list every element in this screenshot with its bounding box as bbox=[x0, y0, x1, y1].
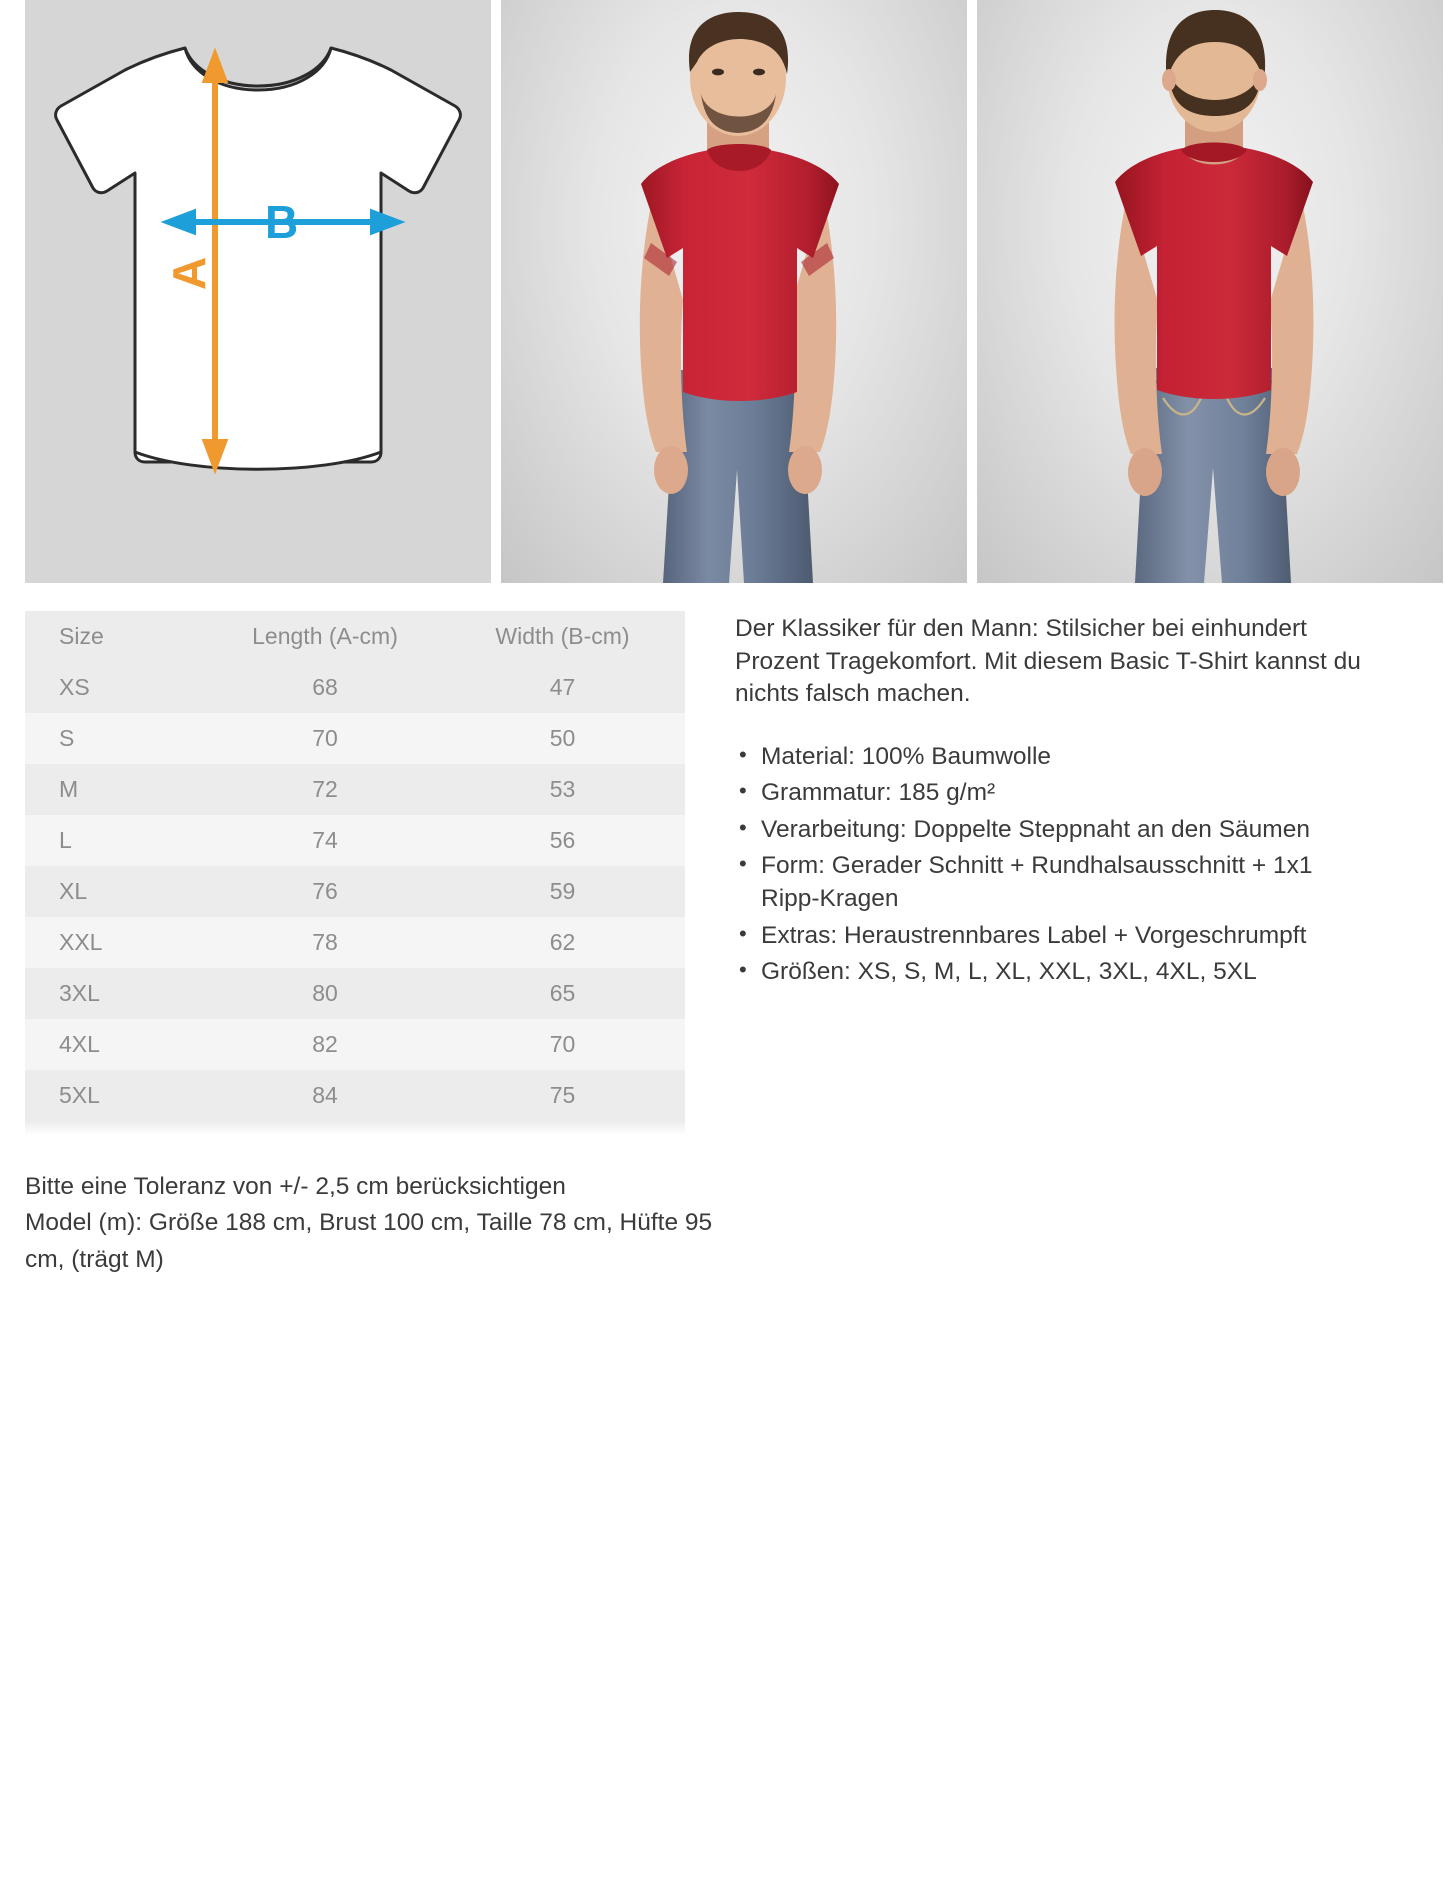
table-row bbox=[25, 1070, 685, 1121]
cell-width: 56 bbox=[440, 815, 685, 866]
diagram-label-a: A bbox=[163, 256, 215, 290]
cell-length: 84 bbox=[210, 1070, 440, 1121]
cell-size: XS bbox=[25, 662, 210, 713]
cell-length: 72 bbox=[210, 764, 440, 815]
cell-width: 75 bbox=[440, 1070, 685, 1121]
cell-size: 5XL bbox=[25, 1070, 210, 1121]
table-row bbox=[25, 968, 685, 1019]
product-image-strip bbox=[0, 0, 1445, 583]
cell-width: 53 bbox=[440, 764, 685, 815]
list-item: • Extras: Heraustrennbares Label + Vorgeschrumpft bbox=[735, 920, 1375, 953]
cell-width: 47 bbox=[440, 662, 685, 713]
size-chart-table bbox=[25, 611, 685, 1121]
cell-length: 70 bbox=[210, 713, 440, 764]
list-item: • Form: Gerader Schnitt + Rundhalsausschnitt + 1x1 Ripp-Kragen bbox=[735, 850, 1375, 915]
list-item: • Größen: XS, S, M, L, XL, XXL, 3XL, 4XL, 5XL bbox=[735, 956, 1375, 989]
cell-width: 65 bbox=[440, 968, 685, 1019]
model-values: Größe 188 cm, Brust 100 cm, Taille 78 cm, Hüfte 95 cm, (trägt M) bbox=[25, 1209, 713, 1273]
table-row bbox=[25, 764, 685, 815]
list-item: • Grammatur: 185 g/m² bbox=[735, 777, 1375, 810]
cell-length: 68 bbox=[210, 662, 440, 713]
cell-size: L bbox=[25, 815, 210, 866]
table-bottom-fade bbox=[25, 1121, 685, 1135]
model-label: Model (m): bbox=[25, 1209, 143, 1237]
feature-list bbox=[735, 741, 1375, 989]
tshirt-measure-diagram-icon bbox=[25, 0, 491, 583]
size-table-header-row bbox=[25, 611, 685, 662]
table-row bbox=[25, 815, 685, 866]
cell-length: 82 bbox=[210, 1019, 440, 1070]
table-row bbox=[25, 662, 685, 713]
table-row bbox=[25, 917, 685, 968]
size-table-header-size: Size bbox=[25, 611, 210, 662]
cell-length: 76 bbox=[210, 866, 440, 917]
cell-width: 62 bbox=[440, 917, 685, 968]
cell-size: M bbox=[25, 764, 210, 815]
cell-size: S bbox=[25, 713, 210, 764]
model-back-photo bbox=[977, 0, 1443, 583]
size-table-header-length: Length (A-cm) bbox=[210, 611, 440, 662]
details-section bbox=[0, 583, 1445, 1135]
cell-size: 3XL bbox=[25, 968, 210, 1019]
cell-size: XXL bbox=[25, 917, 210, 968]
table-row bbox=[25, 1019, 685, 1070]
cell-length: 74 bbox=[210, 815, 440, 866]
list-item: • Material: 100% Baumwolle bbox=[735, 741, 1375, 774]
measurement-diagram-card bbox=[25, 0, 491, 583]
diagram-label-b: B bbox=[265, 196, 299, 248]
cell-size: 4XL bbox=[25, 1019, 210, 1070]
footnote-block bbox=[0, 1135, 760, 1278]
table-row bbox=[25, 866, 685, 917]
cell-length: 78 bbox=[210, 917, 440, 968]
cell-size: XL bbox=[25, 866, 210, 917]
description-intro: Der Klassiker für den Mann: Stilsicher bei einhundert Prozent Tragekomfort. Mit diesem Basic T-Shirt kannst du nichts falsch machen. bbox=[735, 615, 1361, 708]
cell-width: 59 bbox=[440, 866, 685, 917]
cell-length: 80 bbox=[210, 968, 440, 1019]
cell-width: 50 bbox=[440, 713, 685, 764]
table-row bbox=[25, 713, 685, 764]
size-table-wrapper bbox=[25, 611, 685, 1135]
list-item: • Verarbeitung: Doppelte Steppnaht an den Säumen bbox=[735, 814, 1375, 847]
tolerance-note: Bitte eine Toleranz von +/- 2,5 cm berücksichtigen bbox=[25, 1173, 566, 1200]
size-table-header-width: Width (B-cm) bbox=[440, 611, 685, 662]
model-front-photo bbox=[501, 0, 967, 583]
cell-width: 70 bbox=[440, 1019, 685, 1070]
product-description bbox=[735, 611, 1375, 1135]
